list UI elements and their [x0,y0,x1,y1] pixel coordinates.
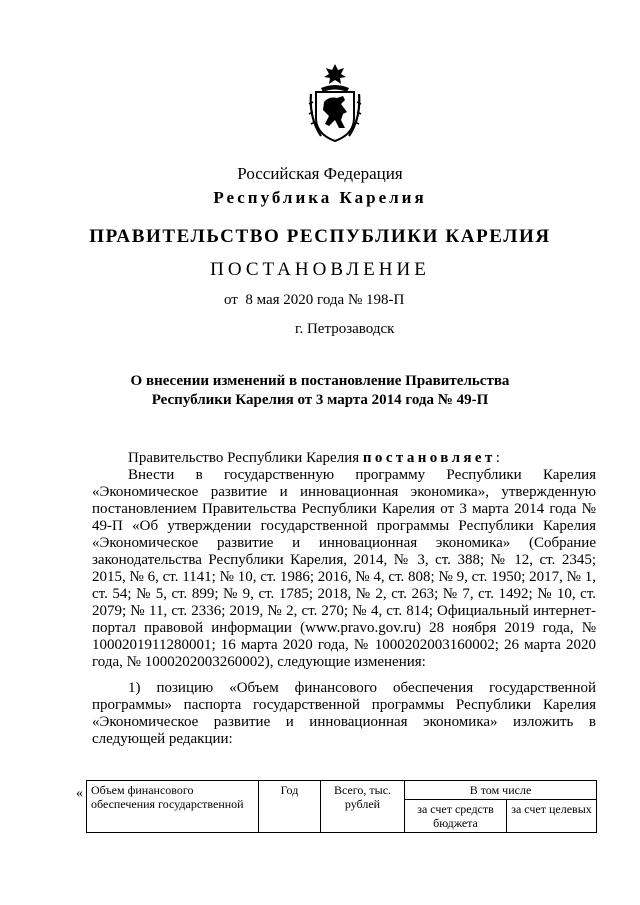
intro-suffix: : [495,450,500,466]
karelia-coat-of-arms-emblem [307,62,363,144]
header-total-cell: Всего, тыс. рублей [321,781,405,833]
header-subject-cell: Объем финансового обеспечения государственной [87,781,259,833]
city-name: г. Петрозаводск [295,321,395,337]
header-budget-cell: за счет средств бюджета [405,800,507,833]
header-targeted-cell: за счет целевых [507,800,597,833]
table-opening-quote: « [76,786,83,801]
header-including-cell: В том числе [405,781,597,800]
header-year-cell: Год [259,781,321,833]
intro-paragraph [92,450,596,467]
subject-line-2: Республики Карелия от 3 марта 2014 года № 49-П [151,392,489,408]
decree-subject [100,372,540,410]
government-title: ПРАВИТЕЛЬСТВО РЕСПУБЛИКИ КАРЕЛИЯ [89,226,551,247]
subject-line-1: О внесении изменений в постановление Правительства [130,373,510,389]
republic-name: Республика Карелия [213,188,427,207]
amendment-paragraph: Внести в государственную программу Республики Карелия «Экономическое развитие и инновационная экономика», утвержденную постановлением Правительства Республики Карелия от 3 марта 2014 года № 49-П «Об утверждении государственной программы Республики Карелия «Экономическое развитие и инновационная экономика» (Собрание законодательства Республики Карелия, 2014, № 3, ст. 388; № 12, ст. 2345; 2015, № 6, ст. 1141; № 10, ст. 1986; 2016, № 4, ст. 808; № 9, ст. 1950; 2017, № 1, ст. 54; № 5, ст. 899; № 9, ст. 1785; 2018, № 2, ст. 263; № 7, ст. 1492; № 10, ст. 2079; № 11, ст. 2336; 2019, № 2, ст. 270; № 4, ст. 814; Официальный интернет-портал правовой информации (www.pravo.gov.ru) 28 ноября 2019 года, № 1000201911280001; 16 марта 2020 года, № 1000202003160002; 26 марта 2020 года, № 1000202003260002), следующие изменения: [92,467,596,670]
financing-table [86,780,597,833]
intro-decides: постановляет [362,450,496,466]
country-name: Российская Федерация [237,164,403,183]
intro-prefix: Правительство Республики Карелия [128,450,363,466]
item-one-paragraph: 1) позицию «Объем финансового обеспечения государственной программы» паспорта государственной программы Республики Карелия «Экономическое развитие и инновационная экономика» изложить в следующей редакции: [92,680,596,747]
table-header-row [87,781,597,800]
document-type: ПОСТАНОВЛЕНИЕ [210,259,430,280]
decree-date-number: от 8 мая 2020 года № 198-П [224,292,405,308]
